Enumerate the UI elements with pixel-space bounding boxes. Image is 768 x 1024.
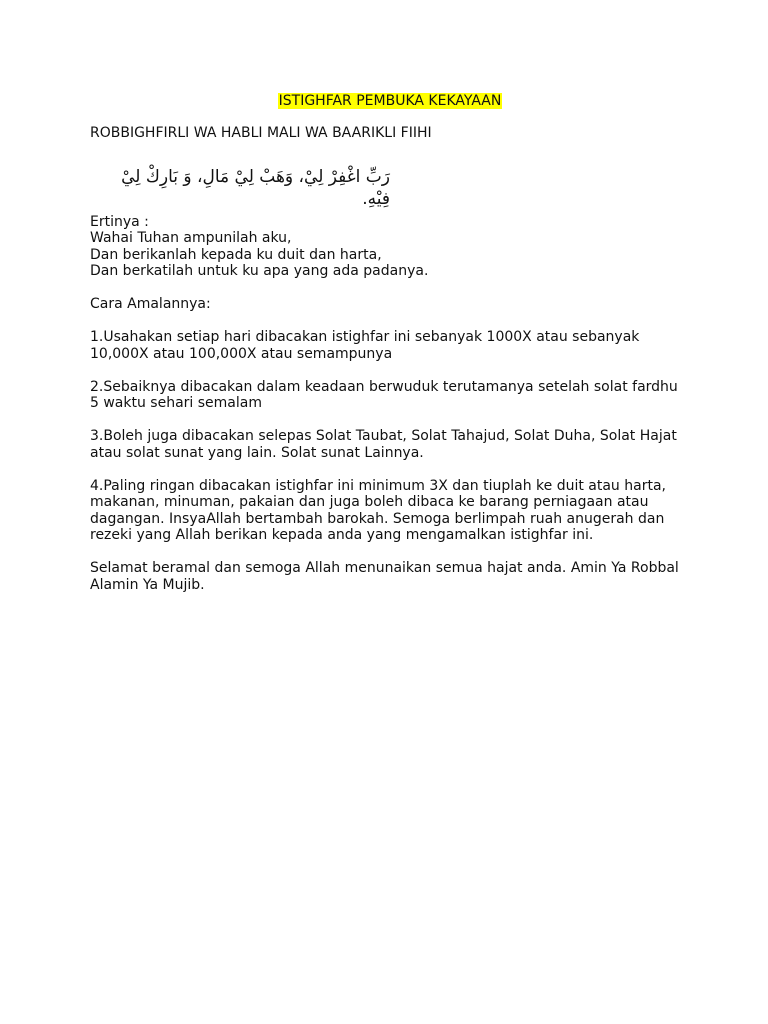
step-line: 4.Paling ringan dibacakan istighfar ini minimum 3X dan tiuplah ke duit atau harta, bbox=[90, 477, 666, 494]
step-line: 1.Usahakan setiap hari dibacakan istighfar ini sebanyak 1000X atau sebanyak bbox=[90, 329, 640, 345]
closing-line: Selamat beramal dan semoga Allah menunaikan semua hajat anda. Amin Ya Robbal bbox=[90, 560, 679, 576]
step-line: makanan, minuman, pakaian dan juga boleh dibaca ke barang perniagaan atau bbox=[90, 494, 649, 510]
meaning-line: Dan berikanlah kepada ku duit dan harta, bbox=[90, 246, 382, 263]
document-content bbox=[90, 93, 690, 593]
step-line: 2.Sebaiknya dibacakan dalam keadaan berwuduk terutamanya setelah solat fardhu bbox=[90, 378, 678, 395]
step-line: atau solat sunat yang lain. Solat sunat Lainnya. bbox=[90, 444, 424, 461]
closing-paragraph bbox=[90, 560, 690, 593]
transliteration-text: ROBBIGHFIRLI WA HABLI MALI WA BAARIKLI FIIHI bbox=[90, 125, 432, 141]
step-line: dagangan. InsyaAllah bertambah barokah. Semoga berlimpah ruah anugerah dan bbox=[90, 510, 665, 527]
step-paragraph bbox=[90, 478, 690, 544]
step-line: 10,000X atau 100,000X atau semampunya bbox=[90, 345, 393, 362]
meaning-section bbox=[90, 214, 690, 280]
closing-line: Alamin Ya Mujib. bbox=[90, 576, 205, 593]
arabic-prayer-text: رَبِّ اغْفِرْ لِيْ، وَهَبْ لِيْ مَالِ، وَ بَارِكْ لِيْ فِيْهِ. bbox=[121, 166, 390, 209]
step-line: 5 waktu sehari semalam bbox=[90, 395, 262, 411]
meaning-line: Wahai Tuhan ampunilah aku, bbox=[90, 230, 292, 246]
step-paragraph bbox=[90, 329, 690, 362]
title-row bbox=[90, 93, 690, 110]
step-paragraph bbox=[90, 428, 690, 461]
meaning-line: Dan berkatilah untuk ku apa yang ada padanya. bbox=[90, 263, 429, 279]
meaning-heading: Ertinya : bbox=[90, 213, 149, 230]
step-paragraph bbox=[90, 379, 690, 412]
step-line: rezeki yang Allah berikan kepada anda yang mengamalkan istighfar ini. bbox=[90, 527, 594, 543]
practice-heading: Cara Amalannya: bbox=[90, 296, 211, 312]
step-line: 3.Boleh juga dibacakan selepas Solat Taubat, Solat Tahajud, Solat Duha, Solat Hajat bbox=[90, 428, 677, 444]
document-title: ISTIGHFAR PEMBUKA KEKAYAAN bbox=[278, 93, 502, 109]
